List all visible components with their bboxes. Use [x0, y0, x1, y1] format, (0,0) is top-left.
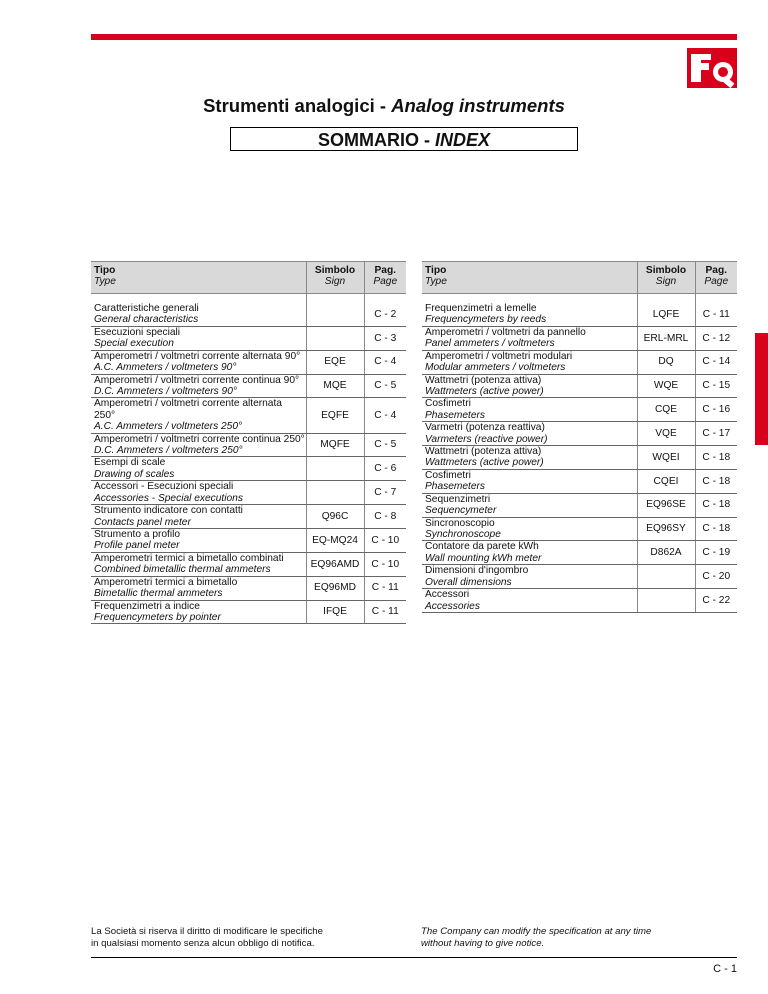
- row-type-en: Accessories - Special executions: [94, 492, 243, 504]
- table-row: [91, 374, 406, 398]
- row-sign: D862A: [637, 541, 695, 565]
- table-row: [422, 469, 737, 493]
- page-number: C - 1: [713, 963, 737, 975]
- table-row: [422, 493, 737, 517]
- row-type-it: Amperometri / voltmetri corrente continua 90°: [94, 374, 300, 386]
- row-page: C - 18: [695, 517, 737, 541]
- footer-divider: [91, 957, 737, 958]
- row-page: C - 14: [695, 350, 737, 374]
- footer-disclaimer-en: The Company can modify the specification at any time without having to give notice.: [421, 926, 652, 949]
- row-type-en: General characteristics: [94, 314, 199, 326]
- table-row: [91, 433, 406, 457]
- row-page: C - 11: [364, 576, 406, 600]
- row-sign: [637, 589, 695, 613]
- table-header: Tipo Type Simbolo Sign Pag. Page: [91, 262, 406, 294]
- row-type-en: Phasemeters: [425, 409, 486, 421]
- row-type-en: D.C. Ammeters / voltmeters 90°: [94, 385, 237, 397]
- row-type-it: Frequenzimetri a indice: [94, 600, 200, 612]
- row-type-en: Bimetallic thermal ammeters: [94, 588, 223, 600]
- row-sign: EQ96SY: [637, 517, 695, 541]
- row-type-it: Amperometri / voltmetri corrente alternata 90°: [94, 350, 301, 362]
- row-sign: LQFE: [637, 303, 695, 326]
- row-sign: EQE: [306, 350, 364, 374]
- row-page: C - 22: [695, 589, 737, 613]
- row-page: C - 11: [364, 600, 406, 624]
- row-type-en: Frequencymeters by pointer: [94, 611, 221, 623]
- row-type-en: Sequencymeter: [425, 505, 497, 517]
- row-type-it: Wattmetri (potenza attiva): [425, 446, 542, 458]
- row-sign: WQE: [637, 374, 695, 398]
- row-type-en: A.C. Ammeters / voltmeters 250°: [94, 421, 243, 433]
- table-row: [422, 326, 737, 350]
- table-row: [422, 303, 737, 326]
- row-type-en: Contacts panel meter: [94, 516, 191, 528]
- row-type-it: Sincronoscopio: [425, 517, 495, 529]
- row-type-it: Sequenzimetri: [425, 493, 491, 505]
- page-title: Strumenti analogici - Analog instruments: [203, 95, 565, 116]
- row-sign: [306, 303, 364, 326]
- row-page: C - 5: [364, 433, 406, 457]
- row-sign: [306, 326, 364, 350]
- row-page: C - 15: [695, 374, 737, 398]
- company-logo-icon: [687, 48, 737, 88]
- table-row: [422, 517, 737, 541]
- row-sign: CQEI: [637, 469, 695, 493]
- row-page: C - 4: [364, 350, 406, 374]
- table-row: [91, 303, 406, 326]
- left-index-table: [91, 261, 406, 624]
- row-type-it: Wattmetri (potenza attiva): [425, 374, 542, 386]
- footer-disclaimer-it: La Società si riserva il diritto di modificare le specifiche in qualsiasi momento senza alcun obbligo di notifica.: [91, 926, 323, 949]
- row-type-en: Overall dimensions: [425, 576, 512, 588]
- row-sign: VQE: [637, 422, 695, 446]
- row-page: C - 16: [695, 398, 737, 422]
- row-type-it: Frequenzimetri a lemelle: [425, 303, 537, 314]
- table-row: [422, 589, 737, 613]
- row-type-it: Strumento a profilo: [94, 529, 181, 541]
- row-type-it: Contatore da parete kWh: [425, 541, 539, 553]
- row-sign: [637, 565, 695, 589]
- table-row: [91, 326, 406, 350]
- row-type-it: Dimensioni d'ingombro: [425, 565, 529, 577]
- table-row: [91, 481, 406, 505]
- row-sign: CQE: [637, 398, 695, 422]
- row-page: C - 8: [364, 505, 406, 529]
- row-type-it: Amperometri / voltmetri modulari: [425, 350, 573, 362]
- row-type-en: Phasemeters: [425, 481, 486, 493]
- row-type-it: Varmetri (potenza reattiva): [425, 422, 545, 434]
- table-row: [91, 529, 406, 553]
- row-sign: [306, 481, 364, 505]
- table-row: [91, 576, 406, 600]
- row-page: C - 19: [695, 541, 737, 565]
- table-row: [422, 374, 737, 398]
- row-type-en: Modular ammeters / voltmeters: [425, 362, 566, 374]
- row-sign: DQ: [637, 350, 695, 374]
- row-type-en: Special execution: [94, 338, 174, 350]
- row-page: C - 18: [695, 469, 737, 493]
- row-type-it: Accessori: [425, 589, 470, 601]
- row-type-en: Synchronoscope: [425, 529, 501, 541]
- row-type-it: Amperometri termici a bimetallo combinati: [94, 552, 284, 564]
- top-accent-bar: [91, 34, 737, 40]
- row-page: C - 5: [364, 374, 406, 398]
- row-type-en: Wattmeters (active power): [425, 457, 544, 469]
- row-type-it: Amperometri / voltmetri da pannello: [425, 326, 586, 338]
- row-sign: [306, 457, 364, 481]
- row-type-en: Frequencymeters by reeds: [425, 314, 547, 326]
- row-sign: Q96C: [306, 505, 364, 529]
- section-tab-marker: [755, 333, 768, 445]
- row-sign: MQE: [306, 374, 364, 398]
- table-row: [422, 398, 737, 422]
- row-type-it: Esecuzioni speciali: [94, 326, 181, 338]
- row-type-en: A.C. Ammeters / voltmeters 90°: [94, 362, 237, 374]
- table-row: [91, 398, 406, 433]
- row-page: C - 4: [364, 398, 406, 433]
- right-index-table: [422, 261, 737, 613]
- table-row: [422, 350, 737, 374]
- row-page: C - 18: [695, 446, 737, 470]
- row-type-it: Amperometri termici a bimetallo: [94, 576, 238, 588]
- table-row: [422, 541, 737, 565]
- row-sign: IFQE: [306, 600, 364, 624]
- row-page: C - 17: [695, 422, 737, 446]
- row-page: C - 18: [695, 493, 737, 517]
- row-page: C - 2: [364, 303, 406, 326]
- row-sign: MQFE: [306, 433, 364, 457]
- row-sign: ERL-MRL: [637, 326, 695, 350]
- table-row: [422, 446, 737, 470]
- row-type-en: D.C. Ammeters / voltmeters 250°: [94, 445, 243, 457]
- row-sign: EQ96MD: [306, 576, 364, 600]
- row-sign: EQ-MQ24: [306, 529, 364, 553]
- row-type-en: Panel ammeters / voltmeters: [425, 338, 555, 350]
- row-type-en: Accessories: [425, 600, 480, 612]
- row-type-en: Wall mounting kWh meter: [425, 552, 542, 564]
- table-row: [91, 457, 406, 481]
- row-sign: EQ96SE: [637, 493, 695, 517]
- row-type-it: Cosfimetri: [425, 398, 471, 410]
- row-sign: WQEI: [637, 446, 695, 470]
- row-page: C - 6: [364, 457, 406, 481]
- row-sign: EQFE: [306, 398, 364, 433]
- index-heading: SOMMARIO - INDEX: [230, 127, 578, 151]
- row-type-it: Strumento indicatore con contatti: [94, 505, 243, 517]
- row-page: C - 7: [364, 481, 406, 505]
- row-type-en: Profile panel meter: [94, 540, 180, 552]
- row-type-it: Amperometri / voltmetri corrente alternata 250°: [94, 398, 282, 421]
- row-type-it: Cosfimetri: [425, 469, 471, 481]
- row-type-it: Caratteristiche generali: [94, 303, 199, 314]
- table-row: [91, 505, 406, 529]
- table-row: [91, 600, 406, 624]
- table-row: [422, 565, 737, 589]
- table-row: [91, 350, 406, 374]
- row-type-en: Drawing of scales: [94, 468, 175, 480]
- table-row: [422, 422, 737, 446]
- row-type-it: Esempi di scale: [94, 457, 166, 469]
- row-type-it: Accessori - Esecuzioni speciali: [94, 481, 234, 493]
- row-type-it: Amperometri / voltmetri corrente continua 250°: [94, 433, 305, 445]
- row-sign: EQ96AMD: [306, 552, 364, 576]
- row-page: C - 11: [695, 303, 737, 326]
- row-type-en: Combined bimetallic thermal ammeters: [94, 564, 271, 576]
- row-page: C - 20: [695, 565, 737, 589]
- row-page: C - 10: [364, 529, 406, 553]
- row-page: C - 3: [364, 326, 406, 350]
- row-page: C - 10: [364, 552, 406, 576]
- row-page: C - 12: [695, 326, 737, 350]
- table-header: Tipo Type Simbolo Sign Pag. Page: [422, 262, 737, 294]
- table-row: [91, 552, 406, 576]
- row-type-en: Varmeters (reactive power): [425, 433, 548, 445]
- row-type-en: Wattmeters (active power): [425, 385, 544, 397]
